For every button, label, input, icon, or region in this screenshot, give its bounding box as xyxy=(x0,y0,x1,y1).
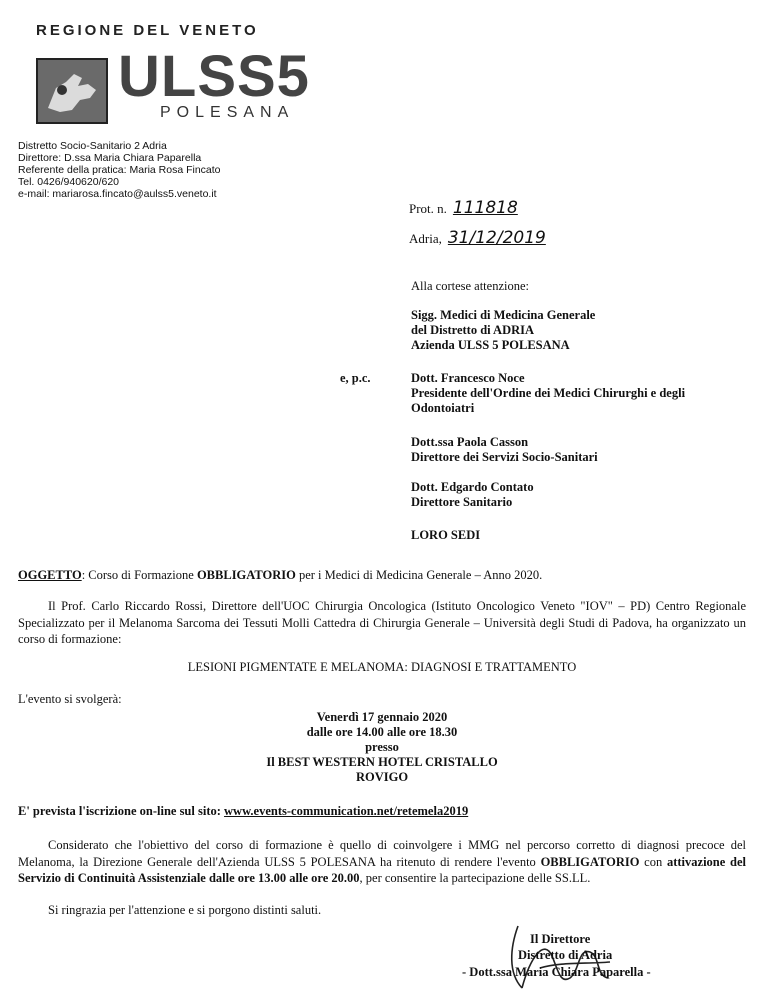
primary-recipients xyxy=(411,308,595,353)
course-title: LESIONI PIGMENTATE E MELANOMA: DIAGNOSI E TRATTAMENTO xyxy=(187,660,577,674)
recipient-line: Presidente dell'Ordine dei Medici Chirurghi e degli xyxy=(411,386,686,400)
info-line: e-mail: mariarosa.fincato@aulss5.veneto.it xyxy=(18,188,217,200)
event-line: dalle ore 14.00 alle ore 18.30 xyxy=(306,725,458,739)
event-line: Venerdì 17 gennaio 2020 xyxy=(316,710,448,724)
info-line: Tel. 0426/940620/620 xyxy=(18,176,120,188)
polesana-text: POLESANA xyxy=(160,104,295,121)
cc-label: e, p.c. xyxy=(340,371,371,385)
para-text: , per consentire la partecipazione delle SS.LL. xyxy=(359,871,591,885)
info-line: Distretto Socio-Sanitario 2 Adria xyxy=(18,140,167,152)
loro-sedi: LORO SEDI xyxy=(411,528,481,542)
event-line: ROVIGO xyxy=(355,770,409,784)
paragraph-obligatory xyxy=(18,837,746,887)
protocol-line xyxy=(409,198,518,218)
online-registration xyxy=(18,804,468,819)
info-line: Direttore: D.ssa Maria Chiara Paparella xyxy=(18,152,202,164)
region-title: REGIONE DEL VENETO xyxy=(36,22,259,39)
registration-link[interactable]: www.events-communication.net/retemela2019 xyxy=(224,804,469,818)
subject-text: : Corso di Formazione xyxy=(81,568,197,582)
recipient-line: del Distretto di ADRIA xyxy=(411,323,535,337)
cc-recipient xyxy=(411,435,598,465)
event-line: Il BEST WESTERN HOTEL CRISTALLO xyxy=(266,755,498,769)
district-info xyxy=(18,140,221,200)
prot-number: 111818 xyxy=(452,198,518,218)
signature-name: - Dott.ssa Maria Chiara Paparella - xyxy=(462,965,651,979)
date-value: 31/12/2019 xyxy=(447,228,546,248)
info-line: Referente della pratica: Maria Rosa Fincato xyxy=(18,164,221,176)
para-bold: attivazione del Servizio di Continuità Assistenziale dalle ore 13.00 alle ore 20.00 xyxy=(18,854,746,885)
recipient-line: Dott. Francesco Noce xyxy=(411,371,525,385)
lion-logo-icon xyxy=(36,58,108,124)
recipient-line: Odontoiatri xyxy=(411,401,475,415)
event-details xyxy=(18,710,746,785)
para-text: con xyxy=(639,854,667,869)
cc-recipient xyxy=(411,371,685,416)
signature-district: Distretto di Adria xyxy=(518,948,613,962)
recipient-line: Direttore dei Servizi Socio-Sanitari xyxy=(411,450,598,464)
subject-text: per i Medici di Medicina Generale – Anno 2020. xyxy=(295,568,543,582)
online-text: E' prevista l'iscrizione on-line sul sito: xyxy=(18,804,225,818)
subject-line xyxy=(18,568,542,583)
para-bold: OBBLIGATORIO xyxy=(540,854,640,869)
paragraph-intro: Il Prof. Carlo Riccardo Rossi, Direttore dell'UOC Chirurgia Oncologica (Istituto Oncologico Veneto "IOV" – PD) Centro Regionale Specializzato per il Melanoma Sarcoma dei Tessuti Molli Cattedra di Chirurgia Generale – Università degli Studi di Padova, ha organizzato un corso di formazione: xyxy=(18,599,746,646)
recipient-line: Dott.ssa Paola Casson xyxy=(411,435,529,449)
cc-recipient xyxy=(411,480,534,510)
place-label: Adria, xyxy=(409,231,442,246)
recipient-line: Sigg. Medici di Medicina Generale xyxy=(411,308,596,322)
ulss-logo-text: ULSS5 xyxy=(118,44,310,109)
event-intro: L'evento si svolgerà: xyxy=(18,692,122,706)
subject-label: OGGETTO xyxy=(18,568,82,582)
event-line: presso xyxy=(365,740,399,754)
date-line xyxy=(409,228,546,248)
closing-line: Si ringrazia per l'attenzione e si porgono distinti saluti. xyxy=(48,903,322,917)
signature-title: Il Direttore xyxy=(530,932,591,946)
recipients-intro: Alla cortese attenzione: xyxy=(411,279,529,293)
recipient-line: Azienda ULSS 5 POLESANA xyxy=(411,338,570,352)
recipient-line: Direttore Sanitario xyxy=(411,495,513,509)
prot-label: Prot. n. xyxy=(409,201,447,216)
para-text: Considerato che l'obiettivo del corso di formazione è quello di coinvolgere i MMG nel percorso corretto di diagnosi precoce del Melanoma, la Direzione Generale dell'Azienda ULSS 5 POLESANA ha ritenuto di rendere l'evento xyxy=(18,838,746,869)
subject-bold: OBBLIGATORIO xyxy=(196,568,296,582)
recipient-line: Dott. Edgardo Contato xyxy=(411,480,534,494)
